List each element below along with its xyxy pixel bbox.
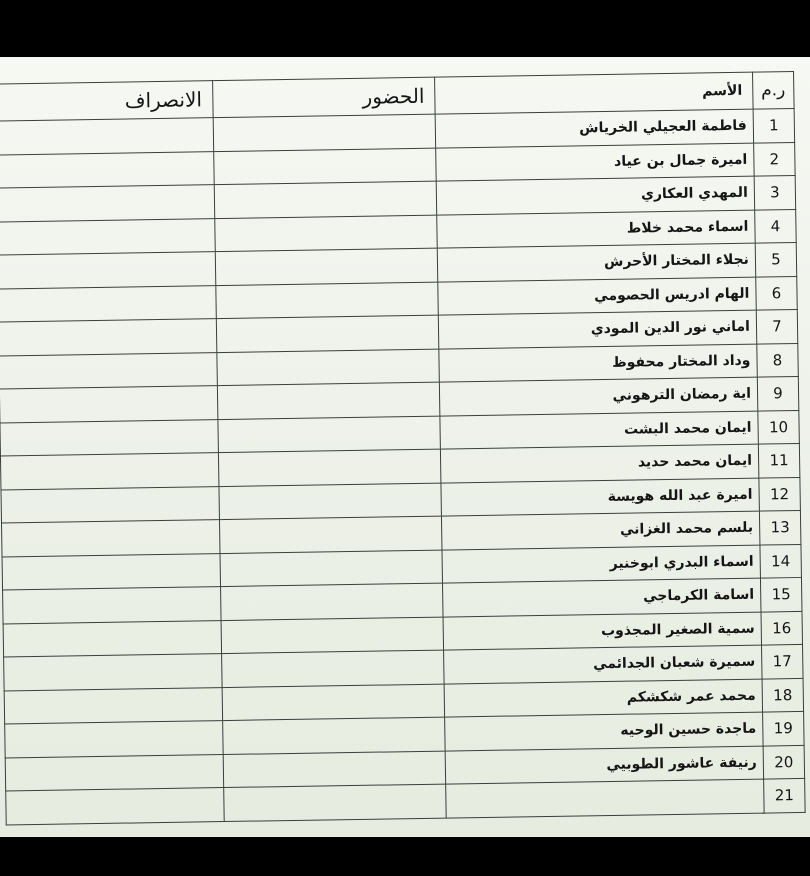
row-name: سميرة شعبان الجدائمي [444,645,762,683]
photo-bottom-border [0,837,810,876]
row-number: 7 [756,309,798,343]
departure-cell [2,553,220,590]
row-name: المهدي العكاري [436,176,754,214]
attendance-cell [221,650,444,687]
attendance-cell [216,315,439,352]
attendance-cell [217,416,440,453]
header-number: ر.م [752,72,794,110]
departure-cell [0,285,216,322]
attendance-cell [213,148,436,185]
departure-cell [1,486,219,523]
row-number: 1 [753,109,795,143]
row-name: وداد المختار محفوظ [439,344,757,382]
row-number: 12 [759,477,801,511]
departure-cell [0,185,214,222]
attendance-cell [222,684,445,721]
attendance-cell [217,382,440,419]
row-name: الهام ادريس الحصومي [438,277,756,315]
row-number: 2 [754,142,796,176]
row-number: 10 [758,410,800,444]
row-number: 14 [760,544,802,578]
departure-cell [4,654,222,691]
header-name: الأسم [435,72,753,114]
header-attendance: الحضور [212,77,435,117]
row-number: 19 [762,711,804,745]
attendance-table [0,71,806,825]
departure-cell [0,352,217,389]
row-number: 17 [761,644,803,678]
attendance-cell [215,282,438,319]
departure-cell [3,587,221,624]
row-number: 15 [760,577,802,611]
row-name: ايمان محمد حديد [441,444,759,482]
departure-cell [0,319,216,356]
row-name: نجلاء المختار الأحرش [437,243,755,281]
row-number: 5 [755,242,797,276]
attendance-cell [216,349,439,386]
attendance-cell [223,784,446,821]
attendance-cell [220,583,443,620]
departure-cell [0,453,218,490]
row-number: 20 [763,745,805,779]
departure-cell [0,252,215,289]
row-number: 11 [758,443,800,477]
row-name: سمية الصغير المجذوب [443,612,761,650]
departure-cell [0,118,213,155]
departure-cell [4,687,222,724]
attendance-cell [214,215,437,252]
document-photo [0,57,810,837]
attendance-cell [218,449,441,486]
attendance-cell [221,617,444,654]
row-name: اسماء البدري ابوخنير [442,545,760,583]
row-name: اميرة جمال بن عياد [436,143,754,181]
row-number: 4 [755,209,797,243]
departure-cell [5,754,223,791]
row-name: اسامة الكرماجي [443,578,761,616]
row-number: 16 [761,611,803,645]
departure-cell [2,520,220,557]
row-name: رنيفة عاشور الطوبيي [445,746,763,784]
departure-cell [0,419,218,456]
departure-cell [0,151,214,188]
row-name: اماني نور الدين المودي [438,310,756,348]
attendance-cell [213,114,436,151]
departure-cell [0,218,215,255]
row-number: 9 [757,376,799,410]
attendance-sheet [0,71,806,825]
attendance-cell [223,751,446,788]
row-name: فاطمة العجيلي الخرياش [435,109,753,147]
header-departure: الانصراف [0,81,213,121]
departure-cell [6,788,224,825]
row-name: محمد عمر شكشكم [444,679,762,717]
row-number: 8 [757,343,799,377]
attendance-cell [214,181,437,218]
table-body [0,109,805,825]
row-name: اميرة عبد الله هويسة [441,478,759,516]
row-name: بلسم محمد الغزاني [442,511,760,549]
departure-cell [5,721,223,758]
row-number: 13 [759,510,801,544]
attendance-cell [222,717,445,754]
attendance-cell [215,248,438,285]
attendance-cell [219,516,442,553]
row-number: 3 [754,175,796,209]
row-name: اسماء محمد خلاط [437,210,755,248]
row-number: 21 [764,778,806,812]
row-name: ايمان محمد البشت [440,411,758,449]
departure-cell [0,386,217,423]
departure-cell [3,620,221,657]
row-name [446,779,764,817]
attendance-cell [219,483,442,520]
row-name: اية رمضان الترهوني [439,377,757,415]
row-name: ماجدة حسين الوحيه [445,712,763,750]
row-number: 6 [756,276,798,310]
attendance-cell [220,550,443,587]
row-number: 18 [762,678,804,712]
